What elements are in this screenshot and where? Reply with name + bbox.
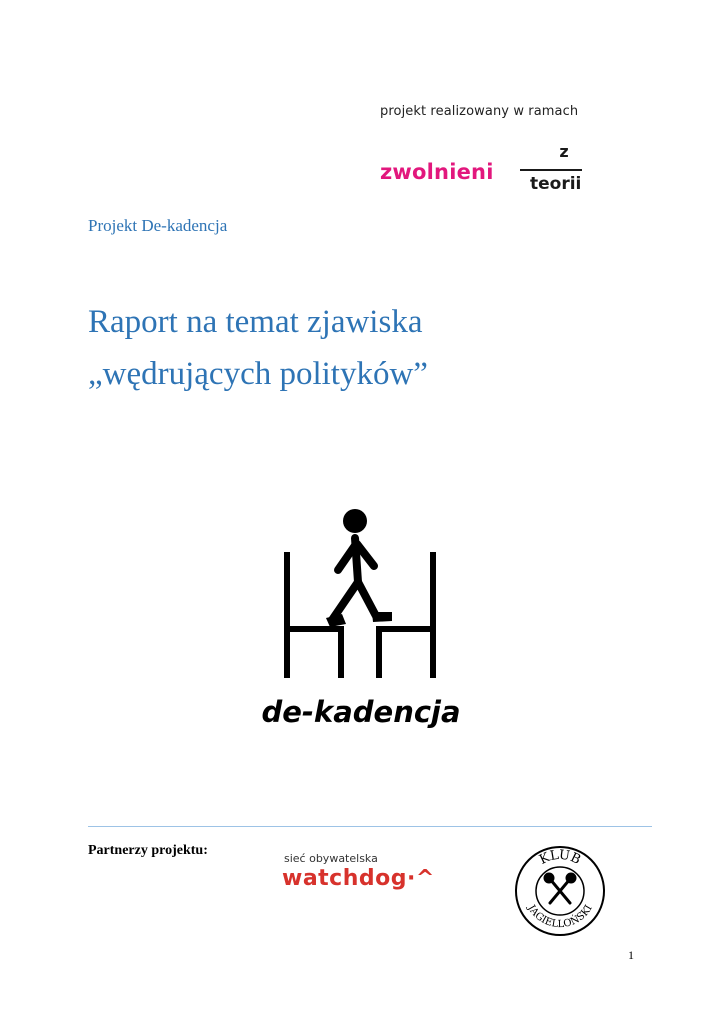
watchdog-caption: sieć obywatelska [284,852,378,865]
walking-figure-between-chairs-icon [284,509,436,678]
sponsor-logo-z: z [559,142,569,161]
watchdog-logo [282,852,452,902]
page-number: 1 [628,948,634,962]
klub-jagiellonski-seal [514,845,606,937]
de-kadencja-logo [261,500,461,740]
watchdog-name: watchdog·^ [282,866,435,891]
zwolnieni-z-teorii-logo [380,104,590,204]
crossed-keys-icon [545,874,575,903]
klub-top-text: KLUB [537,847,583,868]
sponsor-caption: projekt realizowany w ramach [380,104,579,119]
project-label: Projekt De-kadencja [88,216,228,235]
klub-bottom-text: JAGIELLOŃSKI [525,903,595,931]
sponsor-logo-main: zwolnieni [380,160,494,184]
report-title [88,296,428,400]
de-kadencja-wordmark: de-kadencja [261,695,461,729]
partners-label: Partnerzy projektu: [88,843,208,858]
report-title-line-2: „wędrujących polityków” [88,356,428,392]
sponsor-logo-bar [520,169,582,171]
sponsor-logo-sub: teorii [530,174,582,194]
divider-line [88,826,652,827]
report-title-line-1: Raport na temat zjawiska [88,304,423,340]
